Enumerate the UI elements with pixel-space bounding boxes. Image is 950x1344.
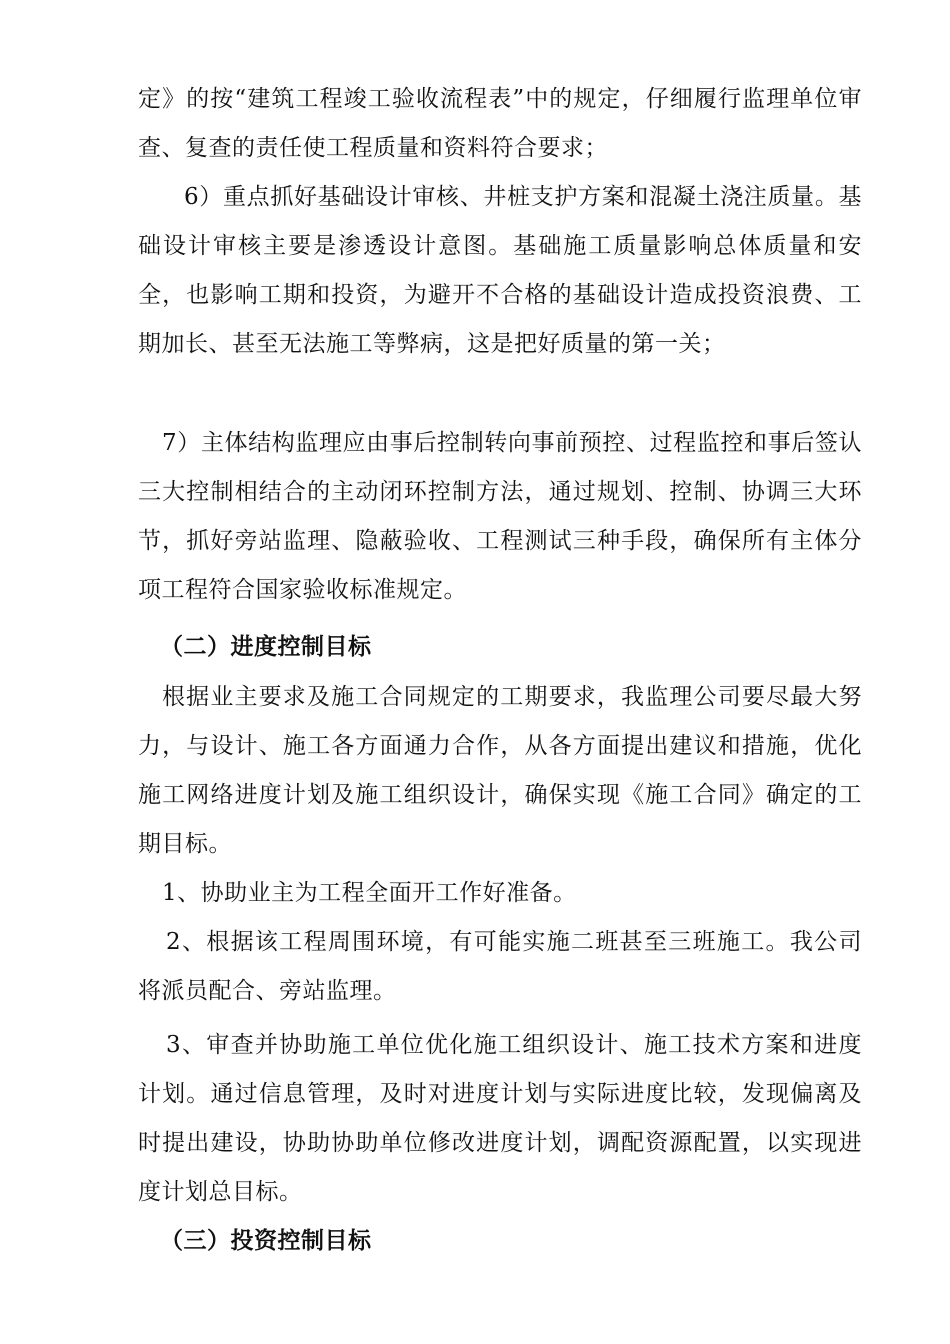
paragraph-item-7: 7）主体结构监理应由事后控制转向事前预控、过程监控和事后签认三大控制相结合的主动闭环控制方法，通过规划、控制、协调三大环节，抓好旁站监理、隐蔽验收、工程测试三种手段，确保所有主体分项工程符合国家验收标准规定。	[138, 430, 862, 603]
section-heading-investment-control: （三）投资控制目标	[160, 1228, 372, 1254]
section-heading-schedule-control: （二）进度控制目标	[160, 634, 372, 660]
list-item-2: 2、根据该工程周围环境，有可能实施二班甚至三班施工。我公司将派员配合、旁站监理。	[138, 929, 862, 1004]
list-item-1: 1、协助业主为工程全面开工作好准备。	[162, 880, 577, 906]
paragraph-item-6: 6）重点抓好基础设计审核、井桩支护方案和混凝土浇注质量。基础设计审核主要是渗透设计意图。基础施工质量影响总体质量和安全，也影响工期和投资，为避开不合格的基础设计造成投资浪费、工期加长、甚至无法施工等弊病，这是把好质量的第一关；	[138, 184, 862, 357]
paragraph-continuation: 定》的按“建筑工程竣工验收流程表”中的规定，仔细履行监理单位审查、复查的责任使工程质量和资料符合要求；	[138, 86, 862, 161]
list-item-3: 3、审查并协助施工单位优化施工组织设计、施工技术方案和进度计划。通过信息管理，及时对进度计划与实际进度比较，发现偏离及时提出建设，协助协助单位修改进度计划，调配资源配置，以实现进度计划总目标。	[138, 1032, 862, 1205]
paragraph-schedule-intro: 根据业主要求及施工合同规定的工期要求，我监理公司要尽最大努力，与设计、施工各方面通力合作，从各方面提出建议和措施，优化施工网络进度计划及施工组织设计，确保实现《施工合同》确定的工期目标。	[138, 684, 862, 857]
